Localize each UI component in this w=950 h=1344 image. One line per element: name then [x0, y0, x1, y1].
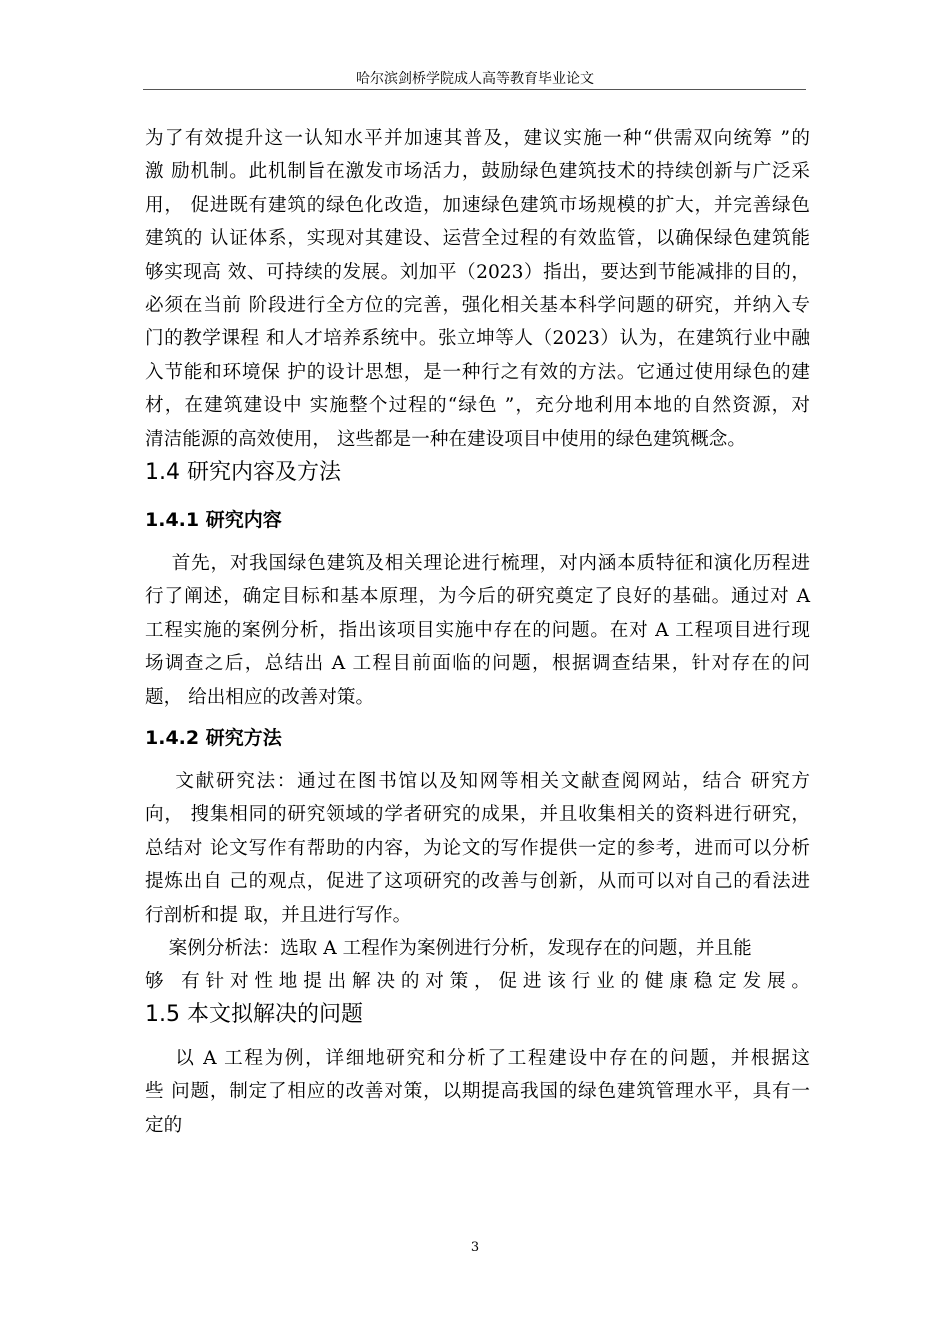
- heading-1-4: 1.4 研究内容及方法: [145, 460, 341, 485]
- paragraph-problems: [145, 1042, 810, 1142]
- page-number: 3: [470, 1240, 480, 1255]
- paragraph-research-content: [145, 547, 810, 714]
- text-line: 材，在建筑建设中 实施整个过程的“绿色 ”，充分地利用本地的自然资源，对: [145, 395, 810, 417]
- text-line: 入节能和环境保 护的设计思想，是一种行之有效的方法。它通过使用绿色的建: [145, 361, 810, 383]
- text-line: 必须在当前 阶段进行全方位的完善，强化相关基本科学问题的研究，并纳入专: [145, 294, 810, 316]
- text-line: 定的: [145, 1114, 183, 1136]
- heading-1-5: 1.5 本文拟解决的问题: [145, 1002, 363, 1027]
- text-line: 题， 给出相应的改善对策。: [145, 686, 375, 708]
- paragraph-1: [145, 122, 810, 456]
- text-line: 门的教学课程 和人才培养系统中。张立坤等人（2023）认为，在建筑行业中融: [145, 328, 810, 350]
- heading-1-4-1: 1.4.1 研究内容: [145, 509, 282, 531]
- text-line: 清洁能源的高效使用， 这些都是一种在建设项目中使用的绿色建筑概念。: [145, 428, 746, 450]
- text-line: 案例分析法：选取 A 工程作为案例进行分析，发现存在的问题，并且能: [145, 937, 752, 959]
- text-line: 够实现高 效、可持续的发展。刘加平（2023）指出，要达到节能减排的目的，: [145, 261, 810, 283]
- text-line: 首先，对我国绿色建筑及相关理论进行梳理，对内涵本质特征和演化历程进: [145, 553, 810, 574]
- text-line: 文献研究法：通过在图书馆以及知网等相关文献查阅网站，结合 研究方: [145, 771, 810, 792]
- text-line: 行剖析和提 取，并且进行写作。: [145, 904, 412, 926]
- text-line: 场调查之后，总结出 A 工程目前面临的问题，根据调查结果，针对存在的问: [145, 653, 810, 675]
- text-line: 总结对 论文写作有帮助的内容，为论文的写作提供一定的参考，进而可以分析: [145, 837, 810, 859]
- text-line: 用， 促进既有建筑的绿色化改造，加速绿色建筑市场规模的扩大，并完善绿色: [145, 194, 810, 216]
- header-rule: [143, 89, 806, 90]
- text-line: 工程实施的案例分析，指出该项目实施中存在的问题。在对 A 工程项目进行现: [145, 619, 810, 641]
- text-line: 够 有针对性地提出解决的对策，促进该行业的健康稳定发展。: [145, 971, 810, 993]
- text-line: 向， 搜集相同的研究领域的学者研究的成果，并且收集相关的资料进行研究，: [145, 804, 810, 826]
- text-line: 些 问题，制定了相应的改善对策，以期提高我国的绿色建筑管理水平，具有一: [145, 1081, 810, 1103]
- heading-1-4-2: 1.4.2 研究方法: [145, 727, 282, 749]
- text-line: 提炼出自 己的观点，促进了这项研究的改善与创新，从而可以对自己的看法进: [145, 871, 810, 893]
- text-line: 建筑的 认证体系，实现对其建设、运营全过程的有效监管，以确保绿色建筑能: [145, 228, 810, 250]
- text-line: 行了阐述，确定目标和基本原理，为今后的研究奠定了良好的基础。通过对 A: [145, 586, 810, 608]
- text-line: 为了有效提升这一认知水平并加速其普及，建议实施一种“供需双向统筹 ”的: [145, 128, 810, 149]
- text-line: 以 A 工程为例，详细地研究和分析了工程建设中存在的问题，并根据这: [145, 1048, 810, 1069]
- paragraph-research-methods: [145, 765, 810, 999]
- text-line: 激 励机制。此机制旨在激发市场活力，鼓励绿色建筑技术的持续创新与广泛采: [145, 161, 810, 183]
- running-header: 哈尔滨剑桥学院成人高等教育毕业论文: [356, 71, 594, 87]
